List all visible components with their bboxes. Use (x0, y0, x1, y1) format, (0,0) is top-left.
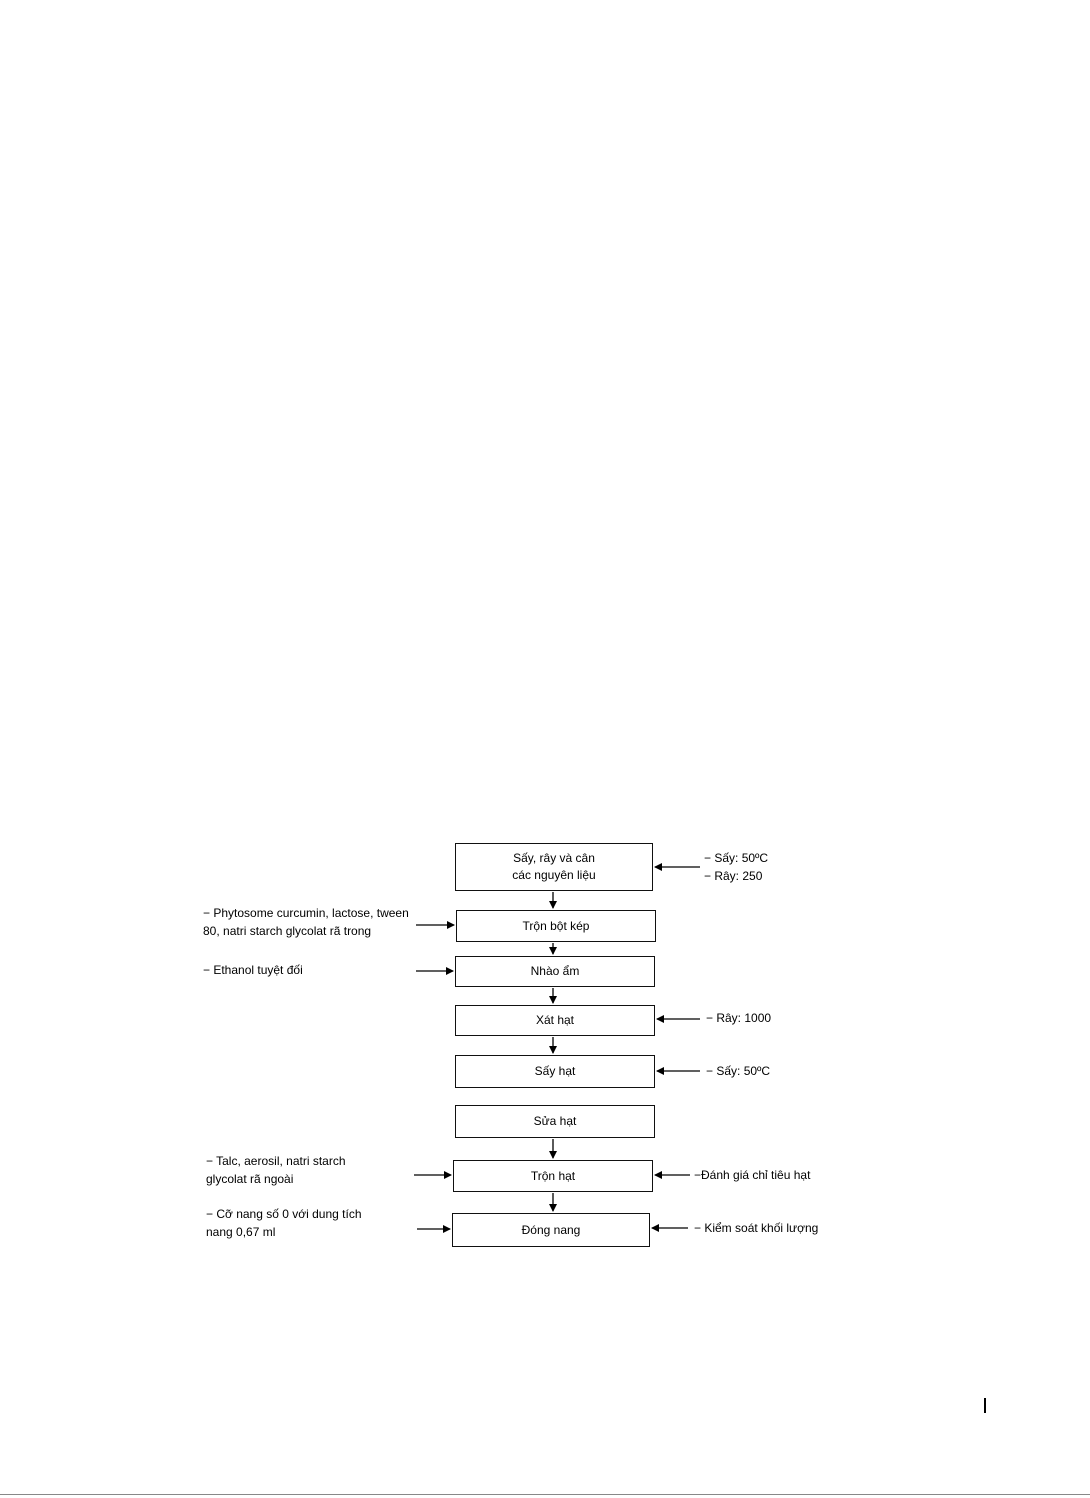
step-wet-kneading: Nhào ẩm (455, 956, 655, 987)
note-external-excipients: − Talc, aerosil, natri starch glycolat rã ngoài (206, 1154, 346, 1186)
note-mixing-ingredients: − Phytosome curcumin, lactose, tween 80, natri starch glycolat rã trong (203, 906, 409, 938)
step-granulation: Xát hạt (455, 1005, 655, 1036)
note-sieve-1000: − Rây: 1000 (706, 1011, 772, 1025)
step-granule-blending: Trộn hạt (453, 1160, 653, 1192)
note-weight-control: − Kiểm soát khối lượng (694, 1221, 819, 1235)
note-drying-sieve-params: − Sấy: 50ºC − Rây: 250 (704, 851, 769, 883)
note-drying-50c: − Sấy: 50ºC (706, 1064, 771, 1078)
note-granule-evaluation: −Đánh giá chỉ tiêu hạt (694, 1168, 811, 1182)
step-drying-sieving-weighing: Sấy, rây và cân các nguyên liệu (455, 843, 653, 891)
step-capsule-filling: Đóng nang (452, 1213, 650, 1247)
note-capsule-size: − Cỡ nang số 0 với dung tích nang 0,67 ml (206, 1207, 362, 1239)
step-granule-drying: Sấy hạt (455, 1055, 655, 1088)
step-dry-mixing: Trộn bột kép (456, 910, 656, 942)
footer-rule (0, 1494, 1090, 1495)
step-granule-sizing: Sửa hạt (455, 1105, 655, 1138)
note-ethanol: − Ethanol tuyệt đối (203, 963, 303, 977)
page-marker (984, 1398, 986, 1413)
